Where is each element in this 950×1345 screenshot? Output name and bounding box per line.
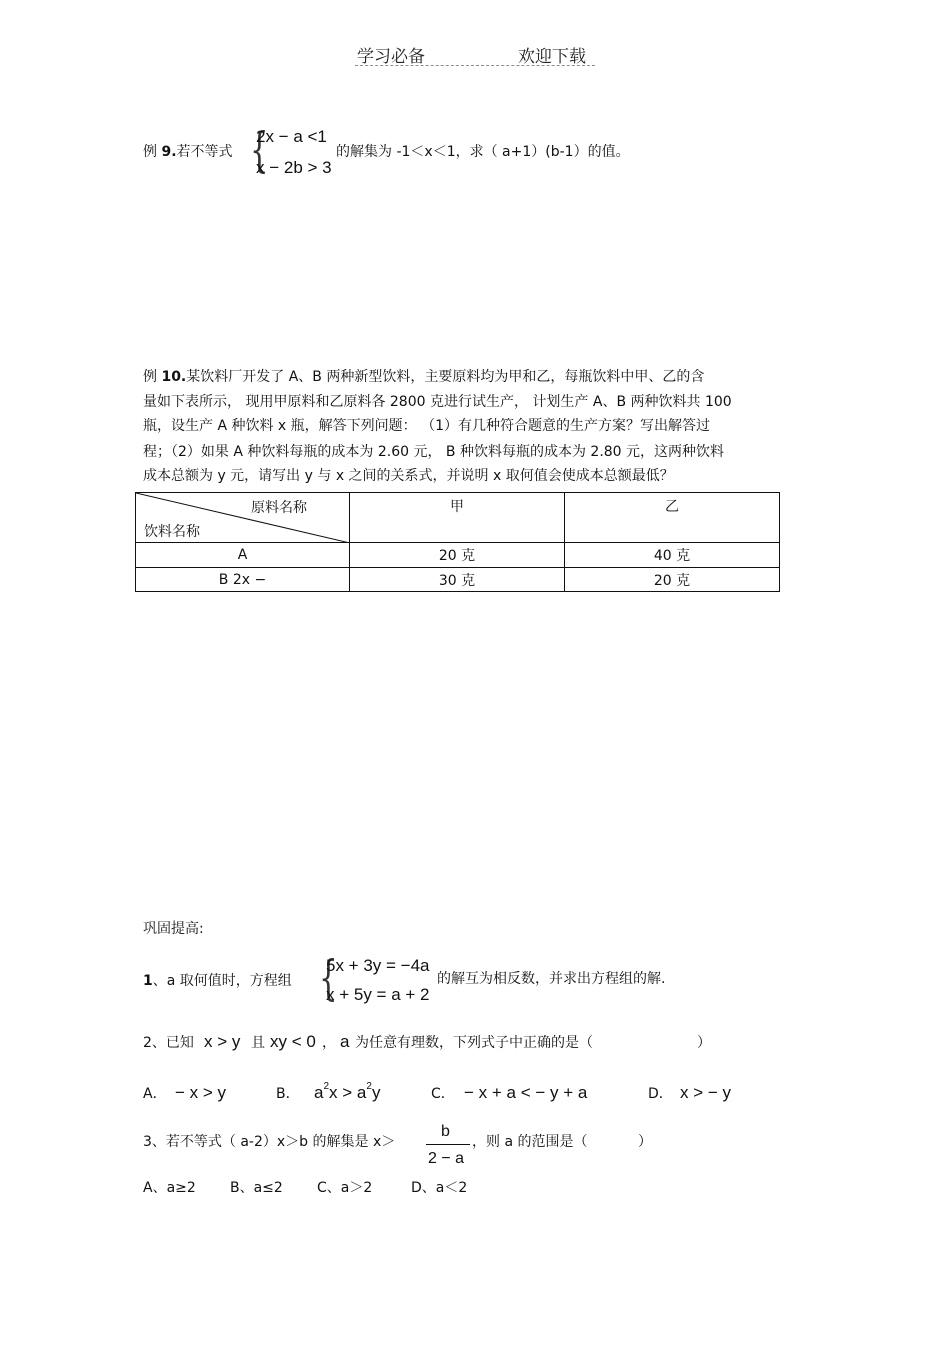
q2-var: a (340, 1032, 350, 1051)
table-row (136, 568, 780, 592)
q3-option-b: B、a≤2 (230, 1180, 283, 1196)
q3-fraction-bar (426, 1144, 470, 1145)
col-header-yi: 乙 (565, 493, 780, 543)
row-yi: 40 克 (565, 543, 780, 568)
q2-option-b: $a^2x > a^2y$ (314, 1081, 381, 1102)
q3-option-a: A、a≥2 (143, 1180, 196, 1196)
ex10-line-2: 量如下表所示， 现用甲原料和乙原料各 2800 克进行试生产， 计划生产 A、B 两种饮料共 100 (143, 394, 732, 410)
table-header-row (136, 493, 780, 543)
ex9-eq2: x − 2b > 3 (256, 158, 332, 177)
row-jia: 30 克 (350, 568, 565, 592)
table-row (136, 543, 780, 568)
q2-option-d-label: D． (648, 1086, 673, 1102)
ex9-eq1: 2x − a <1 (256, 127, 327, 146)
header-underline (355, 65, 595, 66)
q3-denominator: 2 − a (428, 1150, 465, 1167)
header-right: 欢迎下载 (518, 47, 586, 67)
q1-brace: { (319, 950, 338, 1006)
q2-prefix: 2、已知 (143, 1035, 194, 1051)
ex9-label: 例 9.若不等式 (143, 144, 233, 160)
q2-cond1: x > y (204, 1032, 241, 1051)
q2-rest: 为任意有理数，下列式子中正确的是（ (355, 1035, 593, 1051)
section-title: 巩固提高: (143, 921, 204, 937)
col-header-jia: 甲 (350, 493, 565, 543)
row-yi: 20 克 (565, 568, 780, 592)
ex10-line-5: 成本总额为 y 元，请写出 y 与 x 之间的关系式，并说明 x 取何值会使成本总额最低？ (143, 468, 674, 484)
ex9-brace: { (250, 122, 269, 178)
ex10-line-1: 例 10.某饮料厂开发了 A、B 两种新型饮料，主要原料均为甲和乙，每瓶饮料中甲、乙的含 (143, 369, 705, 385)
diag-top-label: 原料名称 (251, 500, 307, 516)
q3-option-d: D、a＜2 (411, 1180, 468, 1196)
header-left: 学习必备 (357, 47, 425, 67)
q1-eq1: 5x + 3y = −4a (326, 956, 430, 975)
q2-cond2: xy < 0 (270, 1032, 316, 1051)
q3-option-c: C、a＞2 (317, 1180, 373, 1196)
q2-close: ） (697, 1035, 711, 1051)
q3-prefix: 3、若不等式（ a-2）x＞b 的解集是 x＞ (143, 1134, 396, 1150)
q2-comma: ， (322, 1035, 336, 1051)
q3-numerator: b (441, 1123, 450, 1140)
q2-and: 且 (251, 1035, 265, 1051)
q1-prefix: 1、a 取何值时，方程组 (143, 973, 292, 989)
q2-option-c-label: C． (431, 1086, 455, 1102)
q1-suffix: 的解互为相反数，并求出方程组的解. (437, 971, 666, 987)
q3-close: ） (638, 1134, 652, 1150)
diagonal-header-cell (136, 493, 350, 543)
row-name: B 2x − (136, 568, 350, 592)
ex10-line-3: 瓶，设生产 A 种饮料 x 瓶，解答下列问题： （1）有几种符合题意的生产方案？写出解答过 (143, 418, 711, 434)
ingredient-table (135, 492, 780, 592)
diag-bottom-label: 饮料名称 (144, 524, 200, 540)
q1-eq2: x + 5y = a + 2 (326, 985, 430, 1004)
q2-option-a-label: A． (143, 1086, 167, 1102)
row-name: A (136, 543, 350, 568)
q2-option-d: x > − y (680, 1083, 732, 1102)
ex9-suffix: 的解集为 -1＜x＜1，求（ a+1）(b-1）的值。 (336, 144, 630, 160)
q3-suffix: ，则 a 的范围是（ (472, 1134, 588, 1150)
q2-option-c: − x + a < − y + a (464, 1083, 588, 1102)
q2-option-a: − x > y (175, 1083, 227, 1102)
row-jia: 20 克 (350, 543, 565, 568)
q2-option-b-label: B． (276, 1086, 300, 1102)
ex10-line-4: 程；（2）如果 A 种饮料每瓶的成本为 2.60 元， B 种饮料每瓶的成本为 2.80 元，这两种饮料 (143, 444, 725, 460)
